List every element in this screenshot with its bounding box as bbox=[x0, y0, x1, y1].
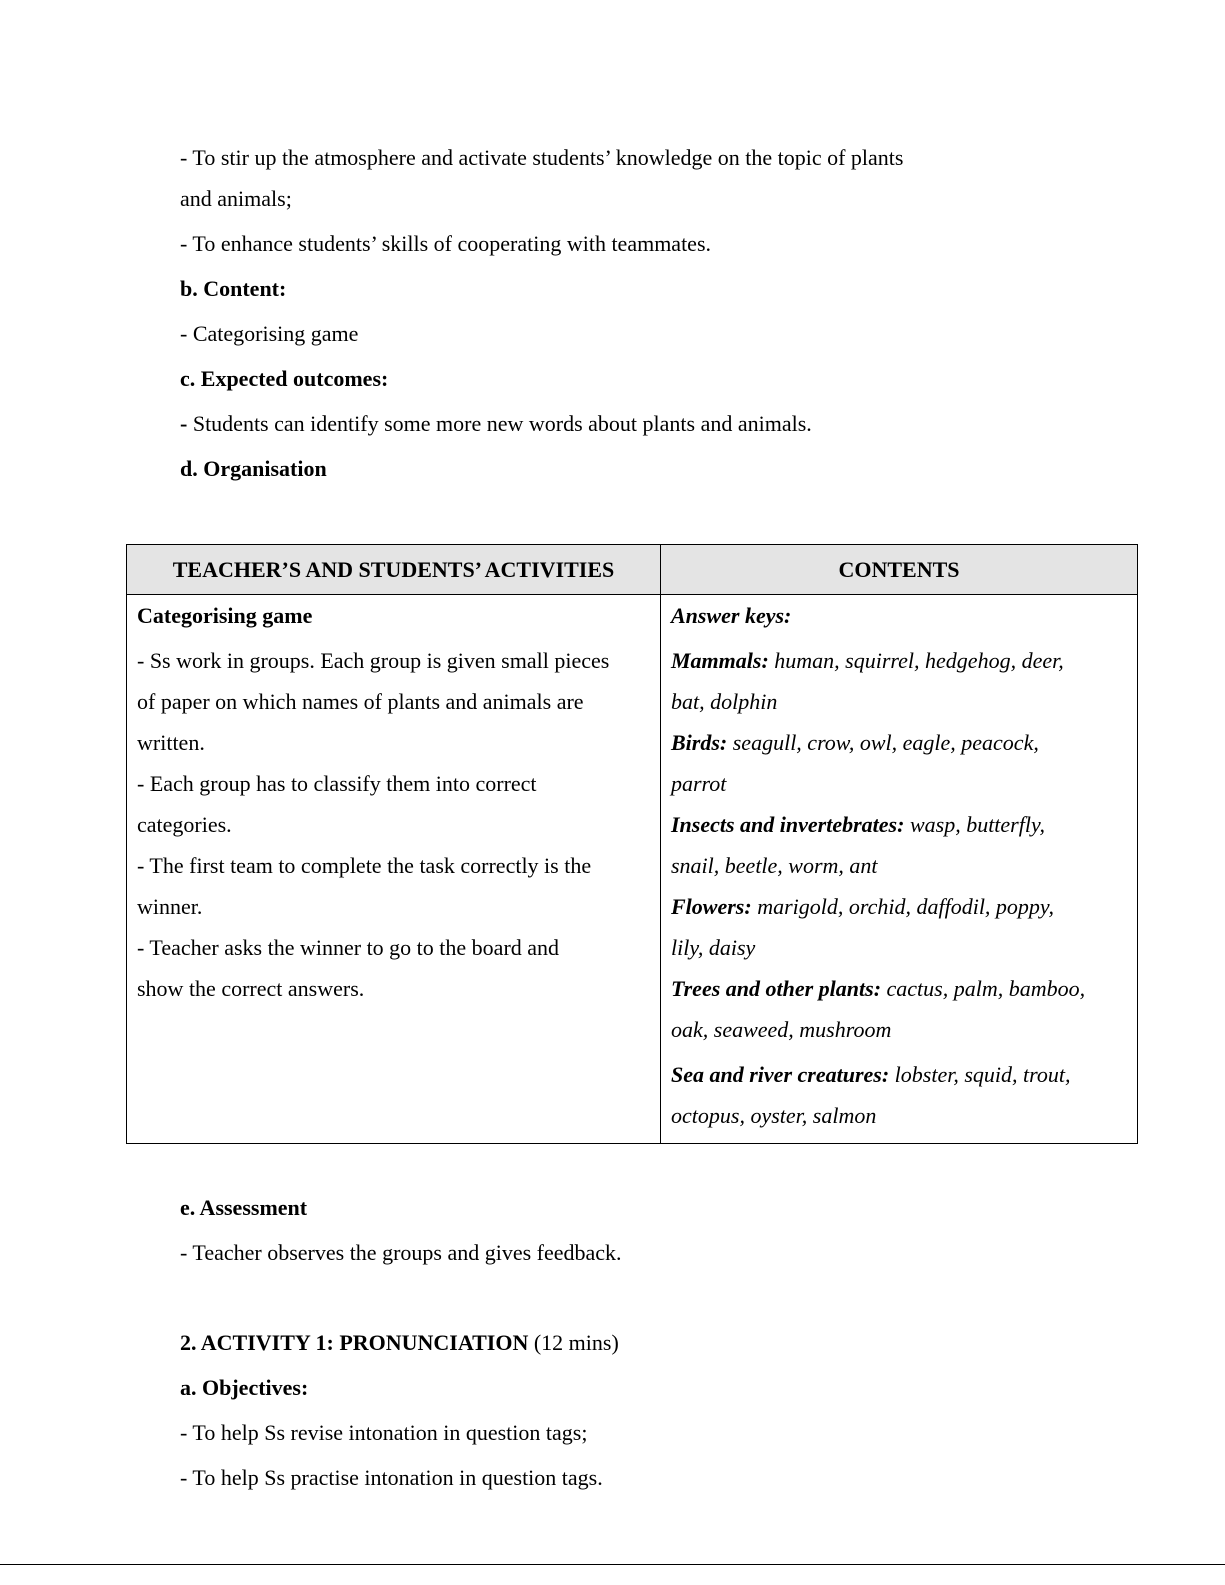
activity-line: - Each group has to classify them into correct bbox=[137, 771, 537, 796]
category-items-cont: snail, beetle, worm, ant bbox=[671, 853, 878, 878]
outcomes-heading: c. Expected outcomes: bbox=[180, 366, 389, 391]
objective-item: - To help Ss revise intonation in question tags; bbox=[180, 1420, 588, 1445]
category-trees bbox=[671, 968, 1127, 1009]
activity-line: show the correct answers. bbox=[137, 976, 365, 1001]
category-sea bbox=[671, 1054, 1127, 1095]
category-items-cont: bat, dolphin bbox=[671, 689, 778, 714]
category-items: lobster, squid, trout, bbox=[889, 1062, 1071, 1087]
category-label: Birds: bbox=[671, 730, 728, 755]
organisation-table bbox=[126, 544, 1138, 1144]
organisation-heading: d. Organisation bbox=[180, 456, 327, 481]
activity-line: categories. bbox=[137, 812, 232, 837]
outcomes-text: Students can identify some more new words about plants and animals. bbox=[187, 411, 812, 436]
category-items: marigold, orchid, daffodil, poppy, bbox=[751, 894, 1054, 919]
content-item: - Categorising game bbox=[180, 321, 359, 346]
category-label: Trees and other plants: bbox=[671, 976, 882, 1001]
category-items: wasp, butterfly, bbox=[904, 812, 1046, 837]
activity-heading bbox=[180, 1329, 619, 1357]
objective-line-1: - To stir up the atmosphere and activate students’ knowledge on the topic of plants bbox=[180, 145, 904, 170]
category-items: seagull, crow, owl, eagle, peacock, bbox=[727, 730, 1039, 755]
category-items-cont: lily, daisy bbox=[671, 935, 756, 960]
content-heading: b. Content: bbox=[180, 276, 287, 301]
header-contents: CONTENTS bbox=[661, 545, 1138, 595]
activity-title-bold: 2. ACTIVITY 1: PRONUNCIATION bbox=[180, 1330, 529, 1355]
contents-cell bbox=[661, 595, 1138, 1144]
objectives-heading: a. Objectives: bbox=[180, 1375, 309, 1400]
category-label: Mammals: bbox=[671, 648, 769, 673]
category-label: Insects and invertebrates: bbox=[671, 812, 905, 837]
assessment-text: - Teacher observes the groups and gives feedback. bbox=[180, 1240, 622, 1265]
header-activities: TEACHER’S AND STUDENTS’ ACTIVITIES bbox=[127, 545, 661, 595]
category-items-cont: parrot bbox=[671, 771, 727, 796]
activity-title: Categorising game bbox=[137, 603, 313, 628]
activity-line: written. bbox=[137, 730, 205, 755]
category-birds bbox=[671, 722, 1127, 763]
activity-line: - Ss work in groups. Each group is given small pieces bbox=[137, 648, 610, 673]
objective-line-2: - To enhance students’ skills of cooperating with teammates. bbox=[180, 231, 712, 256]
activity-line: of paper on which names of plants and animals are bbox=[137, 689, 584, 714]
category-label: Sea and river creatures: bbox=[671, 1062, 890, 1087]
objective-line-1-cont: and animals; bbox=[180, 186, 292, 211]
category-items: human, squirrel, hedgehog, deer, bbox=[768, 648, 1064, 673]
category-insects bbox=[671, 804, 1127, 845]
category-mammals bbox=[671, 640, 1127, 681]
category-items: cactus, palm, bamboo, bbox=[881, 976, 1086, 1001]
activities-cell bbox=[127, 595, 661, 1144]
activity-time: (12 mins) bbox=[528, 1330, 619, 1355]
page-bottom-rule bbox=[0, 1564, 1225, 1565]
objective-item: - To help Ss practise intonation in question tags. bbox=[180, 1465, 603, 1490]
category-label: Flowers: bbox=[671, 894, 752, 919]
answer-keys-label: Answer keys: bbox=[671, 603, 792, 628]
activity-line: - Teacher asks the winner to go to the board and bbox=[137, 935, 560, 960]
category-items-cont: octopus, oyster, salmon bbox=[671, 1103, 877, 1128]
outcomes-item bbox=[180, 410, 812, 438]
activity-line: - The first team to complete the task correctly is the bbox=[137, 853, 592, 878]
assessment-heading: e. Assessment bbox=[180, 1195, 308, 1220]
category-items-cont: oak, seaweed, mushroom bbox=[671, 1017, 892, 1042]
outcomes-dash: - bbox=[180, 411, 188, 436]
category-flowers bbox=[671, 886, 1127, 927]
activity-line: winner. bbox=[137, 894, 203, 919]
